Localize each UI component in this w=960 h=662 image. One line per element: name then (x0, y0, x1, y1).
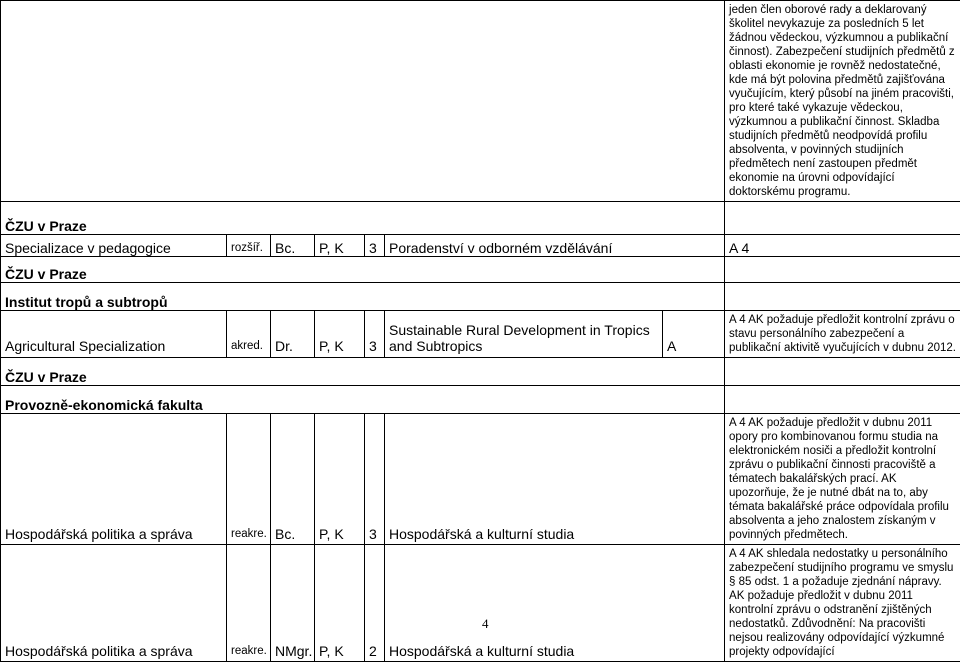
years-cell: 3 (365, 235, 385, 257)
type-cell: akred. (227, 311, 271, 358)
table-row (1, 257, 960, 283)
field-cell: Hospodářská a kulturní studia (385, 545, 725, 662)
form-cell: P, K (315, 235, 365, 257)
form-cell: P, K (315, 545, 365, 662)
program-cell: Specializace v pedagogice (1, 235, 227, 257)
institution-header: ČZU v Praze (1, 358, 725, 386)
field-cell: Poradenství v odborném vzdělávání (385, 235, 725, 257)
program-cell: Hospodářská politika a správa (1, 414, 227, 545)
table-row (1, 545, 960, 662)
level-cell: NMgr. (271, 545, 315, 662)
page-number: 4 (482, 616, 489, 632)
type-cell: reakre. (227, 414, 271, 545)
years-cell: 2 (365, 545, 385, 662)
table-row (1, 1, 960, 202)
result-cell: A 4 (725, 235, 960, 257)
level-cell: Dr. (271, 311, 315, 358)
empty-cell (725, 283, 960, 311)
table-row (1, 414, 960, 545)
empty-cell (725, 386, 960, 414)
empty-cell (725, 358, 960, 386)
years-cell: 3 (365, 311, 385, 358)
table-row (1, 386, 960, 414)
empty-cell (725, 257, 960, 283)
table-row (1, 283, 960, 311)
note-cell: A 4 AK shledala nedostatky u personálního zabezpečení studijního programu ve smyslu § 85 odst. 1 a požaduje zjednání nápravy. AK požaduje předložit v dubnu 2011 kontrolní zprávu o odstranění zjištěných nedostatků. Zdůvodnění: Na pracovišti nejsou realizovány odpovídající výzkumné projekty odpovídající (725, 545, 960, 662)
institution-header: ČZU v Praze (1, 202, 725, 235)
faculty-header: Provozně-ekonomická fakulta (1, 386, 725, 414)
table-row (1, 235, 960, 257)
institute-header: Institut tropů a subtropů (1, 283, 725, 311)
form-cell: P, K (315, 311, 365, 358)
note-cell: jeden člen oborové rady a deklarovaný školitel nevykazuje za posledních 5 let žádnou vědeckou, výzkumnou a publikační činnost). Zabezpečení studijních předmětů z oblasti ekonomie je rovněž nedostatečné, kde má být polovina předmětů zajišťována vyučujícím, který působí na jiném pracovišti, pro které také vykazuje vědeckou, výzkumnou a publikační činnost. Skladba studijních předmětů neodpovídá profilu absolventa, v povinných studijních předmětech není zastoupen předmět ekonomie na úrovni odpovídající doktorskému programu. (725, 1, 960, 202)
level-cell: Bc. (271, 414, 315, 545)
level-cell: Bc. (271, 235, 315, 257)
program-cell: Hospodářská politika a správa (1, 545, 227, 662)
result-cell: A (663, 311, 725, 358)
table-row (1, 202, 960, 235)
institution-header: ČZU v Praze (1, 257, 725, 283)
table-row (1, 311, 960, 358)
empty-cell (725, 202, 960, 235)
years-cell: 3 (365, 414, 385, 545)
table-row (1, 358, 960, 386)
empty-cell (1, 1, 725, 202)
field-cell: Sustainable Rural Development in Tropics and Subtropics (385, 311, 663, 358)
program-cell: Agricultural Specialization (1, 311, 227, 358)
type-cell: reakre. (227, 545, 271, 662)
note-cell: A 4 AK požaduje předložit kontrolní zprávu o stavu personálního zabezpečení a publikační aktivitě vyučujících v dubnu 2012. (725, 311, 960, 358)
type-cell: rozšíř. (227, 235, 271, 257)
field-cell: Hospodářská a kulturní studia (385, 414, 725, 545)
note-cell: A 4 AK požaduje předložit v dubnu 2011 opory pro kombinovanou formu studia na elektronickém nosiči a předložit kontrolní zprávu o publikační činnosti pracoviště a tématech bakalářských prací. AK upozorňuje, že je nutné dbát na to, aby témata bakalářské práce odpovídala profilu absolventa a jeho znalostem získaným v povinných předmětech. (725, 414, 960, 545)
form-cell: P, K (315, 414, 365, 545)
